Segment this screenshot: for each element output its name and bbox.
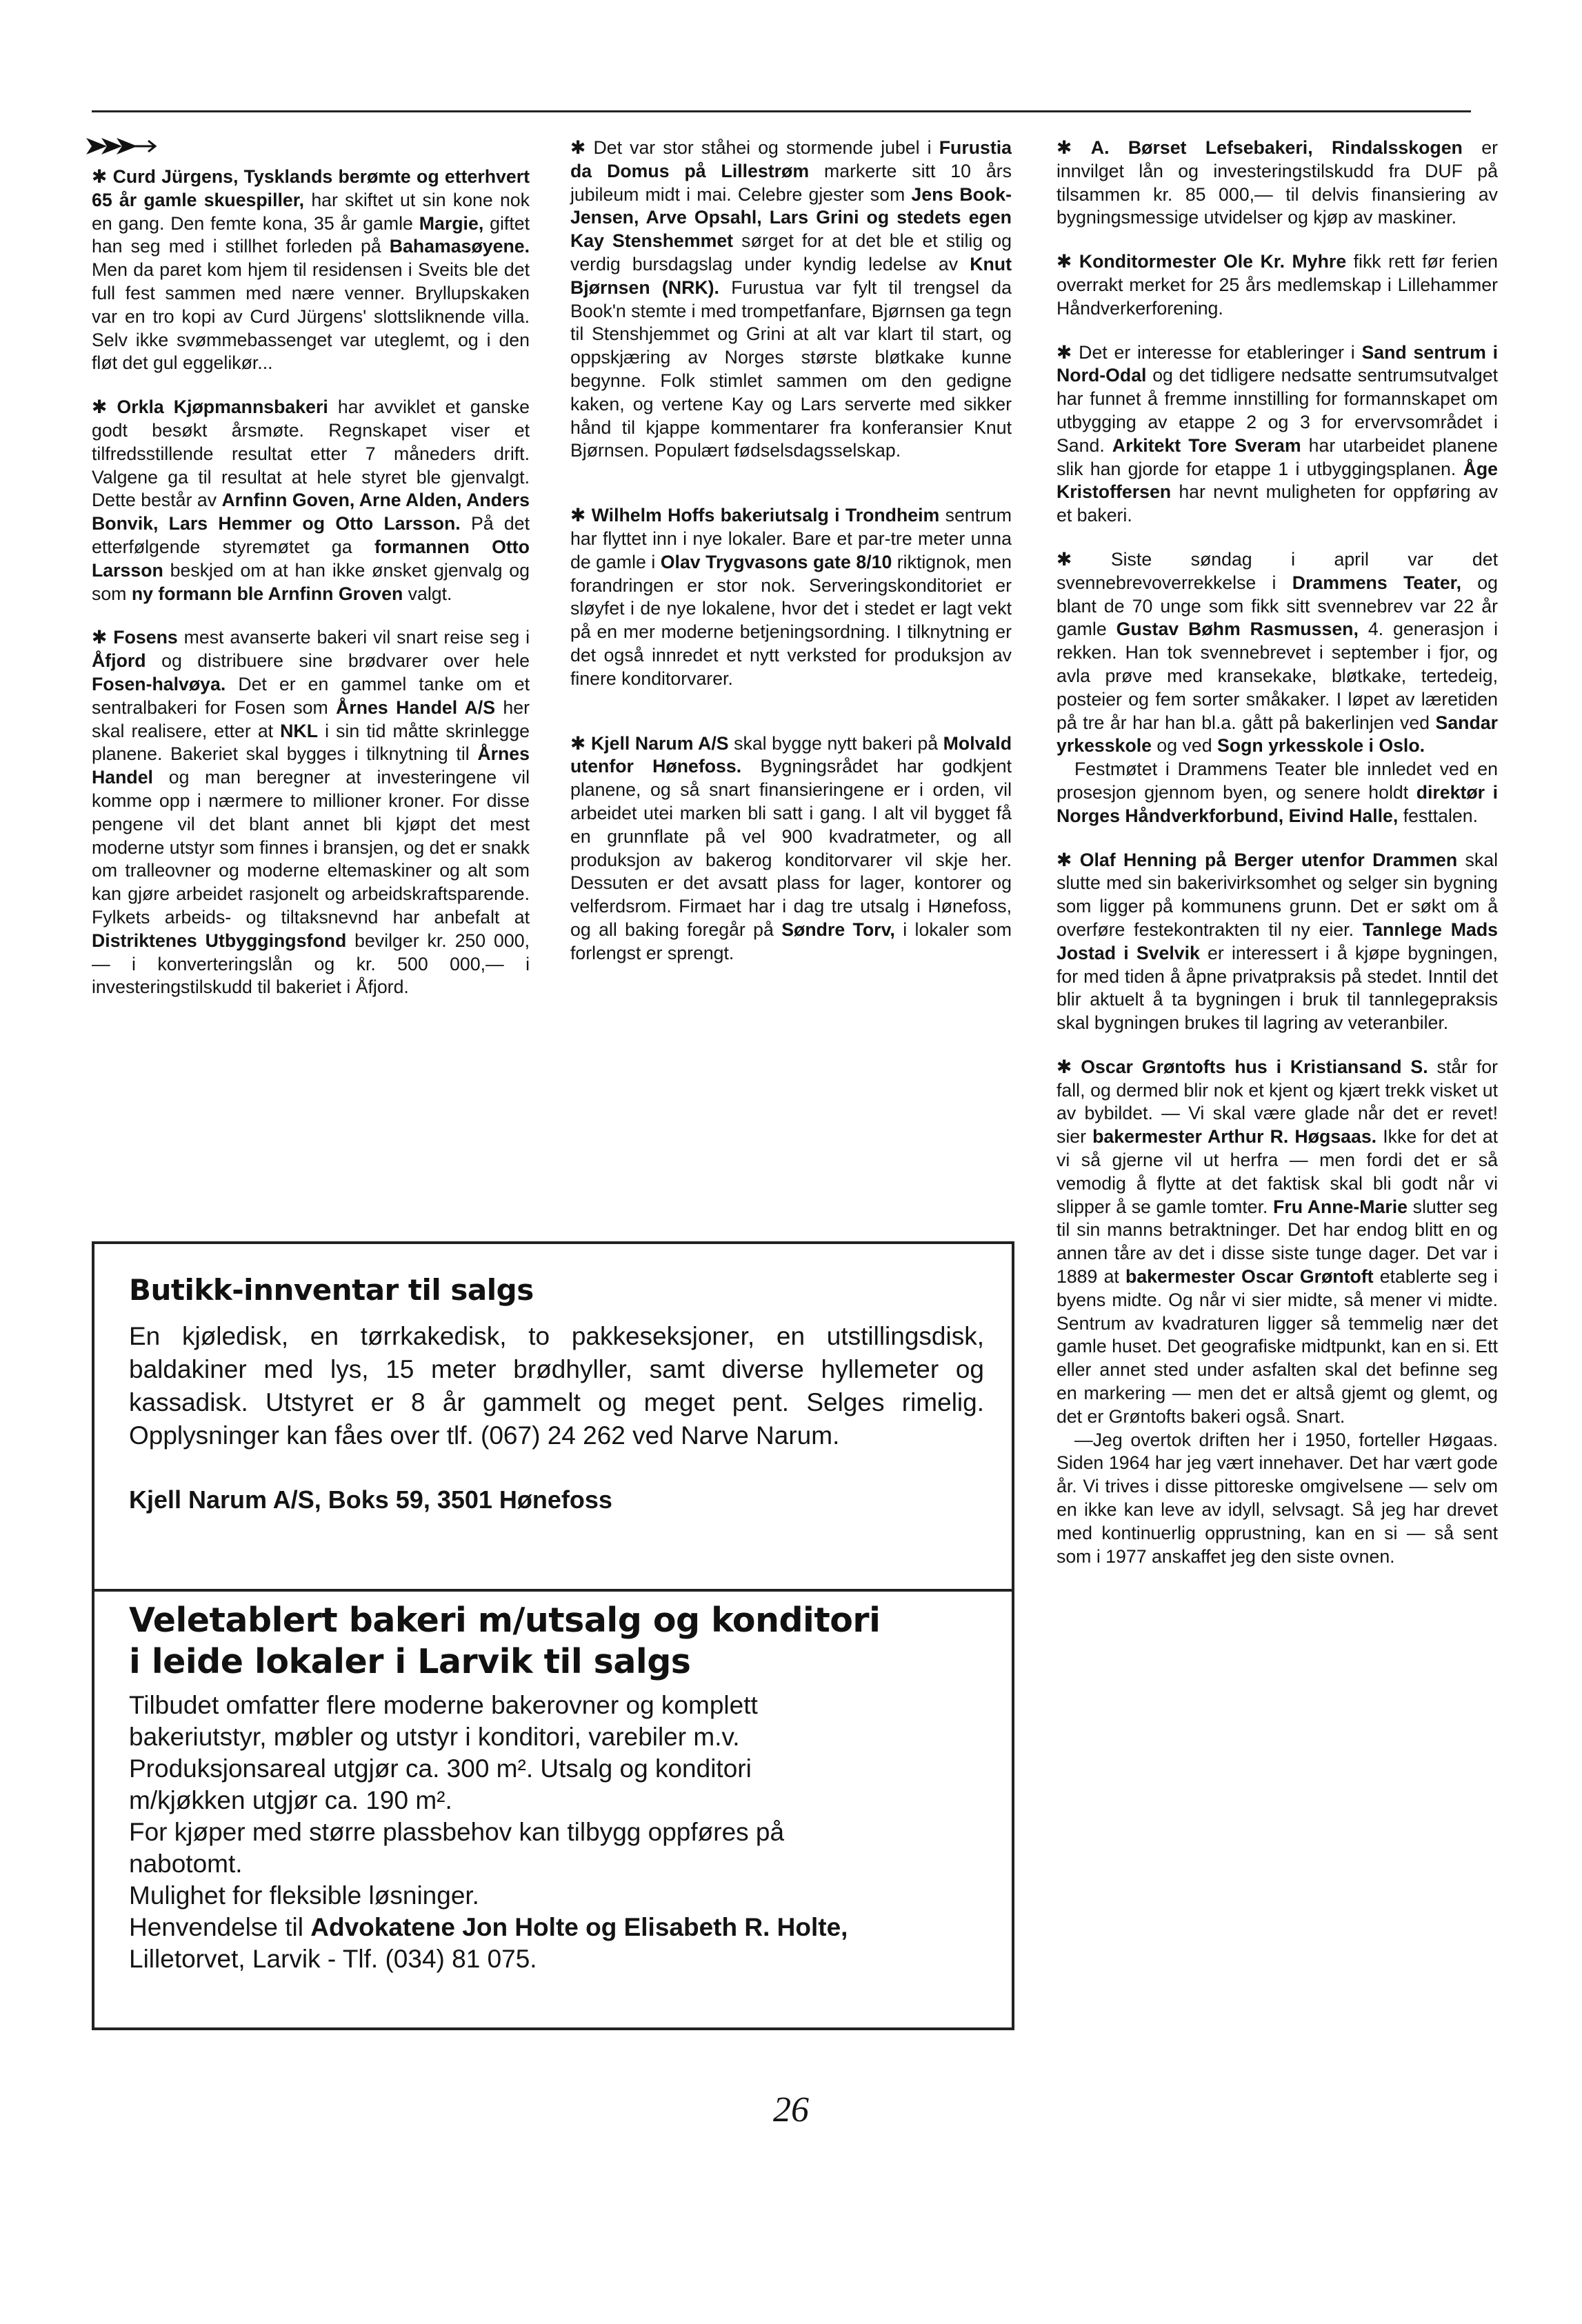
star-bullet-icon: ✱ bbox=[1057, 251, 1072, 272]
text: har nevnt muligheten for oppføring av et bakeri. bbox=[1057, 481, 1498, 526]
page-number: 26 bbox=[773, 2090, 809, 2130]
bold-name: direktør i Norges Håndverkforbund, Eivind Halle, bbox=[1057, 781, 1498, 826]
text: Bygningsrådet har godkjent planene, og så snart finansieringene er i orden, vil arbeidet utei marken bli satt i gang. I alt vil bygget få en grunnflate på vel 900 kvadratmeter, og all produksjon av bakerog konditorvarer vil skje her. Dessuten er det avsatt plass for lager, kontorer og velferdsrom. Firmaet har i dag tre utsalg i Hønefoss, og all baking foregår på bbox=[570, 756, 1012, 940]
news-item-fosen bbox=[92, 626, 530, 999]
headline: Wilhelm Hoffs bakeriutsalg i Trondheim bbox=[591, 505, 940, 526]
text: valgt. bbox=[403, 583, 452, 604]
ad-line: bakeriutstyr, møbler og utstyr i konditori, varebiler m.v. bbox=[129, 1723, 740, 1751]
text: her skal realisere, etter at bbox=[92, 697, 530, 741]
news-item-borset bbox=[1057, 137, 1498, 230]
bold-company: Årnes Handel bbox=[92, 743, 530, 788]
ad-line: m/kjøkken utgjør ca. 190 m². bbox=[129, 1786, 452, 1814]
text: Det er interesse for etableringer i bbox=[1072, 341, 1362, 363]
text: —Jeg overtok driften her i 1950, forteller Høgaas. Siden 1964 har jeg vært innehaver. Det har vært gode år. Vi trives i disse pittoreske omgivelsene — selv om en ikke kan leve av idyll, selvsagt. Så jeg har drevet med kontinuerlig opprustning, kan en si — så sent som i 1977 anskaffet jeg den siste ovnen. bbox=[1057, 1429, 1498, 1567]
headline: Oscar Grøntofts hus i Kristiansand S. bbox=[1081, 1056, 1428, 1077]
text: sentrum har flyttet inn i nye lokaler. Bare et par-tre meter unna de gamle i bbox=[570, 505, 1012, 572]
star-bullet-icon: ✱ bbox=[1057, 1056, 1072, 1077]
ad-title-line: i leide lokaler i Larvik til salgs bbox=[129, 1642, 691, 1681]
bold-name: Gustav Bøhm Rasmussen, bbox=[1116, 619, 1359, 640]
bold-place: Søndre Torv, bbox=[781, 919, 895, 940]
text: sørget for at det ble et stilig og verdig bursdagslag under kyndig ledelse av bbox=[570, 230, 1012, 274]
news-item-furustua bbox=[570, 137, 1012, 463]
ad-line: Mulighet for fleksible løsninger. bbox=[129, 1881, 479, 1910]
ad-title bbox=[129, 1600, 984, 1683]
star-bullet-icon: ✱ bbox=[1057, 137, 1072, 158]
star-bullet-icon: ✱ bbox=[92, 397, 108, 418]
text: slutter seg til sin manns betraktninger. Det har endog blitt en og annen tåre av det i disse siste tunge dager. Det var i 1889 at bbox=[1057, 1196, 1498, 1288]
ad-title-line: Veletablert bakeri m/utsalg og konditori bbox=[129, 1601, 881, 1640]
bold-name: bakermester Oscar Grøntoft bbox=[1125, 1266, 1374, 1288]
text: etablerte seg i byens midte. Og når vi sier midte, så mener vi midte. Sentrum av kvadraturen ligger så temmelig nær det gamle huset. Det geografiske midtpunkt, kan en si. Ett eller annet sted under asfalten skal det befinne seg en markering — men det er altså gjemt og glemt, og det er Grøntofts bakeri også. Snart. bbox=[1057, 1266, 1498, 1427]
text: har avviklet et ganske godt besøkt årsmøte. Regnskapet viser et tilfredsstillende resultat etter 7 måneders drift. Valgene ga til resultat at hele styret ble gjenvalgt. Dette består av bbox=[92, 397, 530, 511]
star-bullet-icon: ✱ bbox=[92, 627, 108, 648]
news-item-hogaas-quote bbox=[1057, 1429, 1498, 1569]
column-left bbox=[92, 166, 530, 1020]
star-bullet-icon: ✱ bbox=[570, 732, 586, 754]
bold-company: Årnes Handel A/S bbox=[336, 697, 496, 718]
news-item-svennebrev bbox=[1057, 548, 1498, 758]
text: har utarbeidet planene slik han gjorde for etappe 1 i utbyggingsplanen. bbox=[1057, 434, 1498, 479]
text: 4. generasjon i rekken. Han tok svennebrevet i september i fjor, og avla prøve med kransekake, bløtkake, tertedeig, posteier og fem sorter småkaker. I løpet av læretiden på tre år har han bl.a. gått på bakerlinjen ved bbox=[1057, 619, 1498, 733]
text: i lokaler som forlengst er sprengt. bbox=[570, 919, 1012, 963]
bold-name: Margie, bbox=[419, 212, 484, 234]
star-bullet-icon: ✱ bbox=[1057, 849, 1072, 870]
bold-address: Olav Trygvasons gate 8/10 bbox=[660, 551, 892, 572]
text: Men da paret kom hjem til residensen i Sveits ble det full fest sammen med nære venner. Bryllupskaken var en tro kopi av Curd Jürgens' slottsliknende villa. Selv ikke svømmebassenget var uteglemt, og i den fløt det gul eggelikør... bbox=[92, 259, 530, 374]
bold-place: Drammens Teater, bbox=[1292, 572, 1462, 593]
bold-name: Åge Kristoffersen bbox=[1057, 458, 1498, 503]
text: bevilger kr. 250 000,— i konverteringslån og kr. 500 000,— i investeringstilskudd til bakeriet i Åfjord. bbox=[92, 930, 530, 998]
star-bullet-icon: ✱ bbox=[92, 166, 108, 187]
text: Ikke for det at vi så gjerne vil ut herfra — men fordi det er så vemodig å flytte at det faktisk skal bli godt når vi slipper å se gamle tomter. bbox=[1057, 1126, 1499, 1217]
bold-name: ny formann ble Arnfinn Groven bbox=[131, 583, 403, 604]
ad-line: Lilletorvet, Larvik - Tlf. (034) 81 075. bbox=[129, 1945, 537, 1973]
text: skal slutte med sin bakerivirksomhet og selger sin bygning som ligger på kommunens grunn. Det er søkt om å overføre festekontrakten til ny eier. bbox=[1057, 849, 1499, 940]
news-item-festmote bbox=[1057, 758, 1498, 828]
text: Furustua var fylt til trengsel da Book'n stemte i med trompetfanfare, Bjørnsen ga tegn til Stenshjemmet og Grini at alt var klart til start, og oppskjæring av Norges største bløtkake kunne begynne. Folk stimlet sammen om den gedigne kaken, og vertene Kay og Lars serverte med sikker hånd til kjappe kommentarer fra konferansier Knut Bjørnsen. Populært fødselsdagsselskap. bbox=[570, 277, 1012, 461]
headline: Kjell Narum A/S bbox=[590, 732, 729, 754]
text: og ved bbox=[1152, 735, 1217, 757]
text: mest avanserte bakeri vil snart reise seg i bbox=[177, 627, 530, 648]
bold-name: Tannlege Mads Jostad i Svelvik bbox=[1057, 919, 1498, 963]
bold-company: NKL bbox=[280, 720, 319, 741]
star-bullet-icon: ✱ bbox=[570, 505, 586, 526]
text: Det var stor ståhei og stormende jubel i bbox=[585, 137, 939, 158]
text: Siste søndag i april var det svennebrevoverrekkelse i bbox=[1057, 548, 1498, 593]
bold-place: Åfjord bbox=[92, 650, 146, 672]
section-arrow-icon bbox=[86, 132, 162, 160]
news-item-orkla bbox=[92, 396, 530, 605]
headline: Olaf Henning på Berger utenfor Drammen bbox=[1079, 849, 1458, 870]
star-bullet-icon: ✱ bbox=[1057, 548, 1072, 570]
bold-school: Sogn yrkesskole i Oslo. bbox=[1216, 735, 1425, 757]
ad-line-part: Henvendelse til bbox=[129, 1913, 311, 1941]
text: beskjed om at han ikke ønsket gjenvalg og som bbox=[92, 559, 530, 604]
top-rule bbox=[92, 110, 1471, 112]
bold-place: Fosen-halvøya. bbox=[92, 673, 226, 694]
bold-name: Fru Anne-Marie bbox=[1273, 1196, 1408, 1217]
bold-school: Sandar yrkesskole bbox=[1057, 712, 1498, 757]
ad-body bbox=[129, 1690, 984, 1975]
ad-line-part: Produksjonsareal utgjør ca. 300 m². bbox=[129, 1754, 534, 1783]
news-item-sand-sentrum bbox=[1057, 341, 1498, 528]
text: har skiftet ut sin kone nok en gang. Den femte kona, 35 år gamle bbox=[92, 189, 530, 234]
ad-line: For kjøper med større plassbehov kan tilbygg oppføres på bbox=[129, 1818, 785, 1846]
text: giftet han seg med i stillhet forleden på bbox=[92, 212, 530, 257]
text: skal bygge nytt bakeri på bbox=[728, 732, 943, 754]
bold-name: bakermester Arthur R. Høgsaas. bbox=[1092, 1126, 1377, 1148]
text: fikk rett før ferien overrakt merket for 25 års medlemskap i Lillehammer Håndverkerforening. bbox=[1057, 251, 1498, 319]
text: og det tidligere nedsatte sentrumsutvalget har funnet å fremme innstilling for formannskapet om utbygging av etappe 2 og 3 for ervervsområdet i Sand. bbox=[1057, 365, 1498, 456]
text: markerte sitt 10 års jubileum midt i mai. Celebre gjester som bbox=[570, 160, 1012, 205]
column-right bbox=[1057, 137, 1498, 1589]
news-item-myhre bbox=[1057, 250, 1498, 320]
ad-line: Tilbudet omfatter flere moderne bakerovner og komplett bbox=[129, 1691, 758, 1719]
ad-line-part: Utsalg og konditori bbox=[533, 1754, 752, 1783]
column-middle bbox=[570, 137, 1012, 986]
bold-place: Molvald utenfor Hønefoss. bbox=[570, 732, 1012, 777]
news-item-wilhelm-hoff bbox=[570, 504, 1012, 690]
headline: Konditormester Ole Kr. Myhre bbox=[1079, 251, 1347, 272]
text: står for fall, og dermed blir nok et kjent og kjært trekk visket ut av bybildet. — Vi skal være glade når det er revet! sier bbox=[1057, 1056, 1498, 1148]
text: er interessert i å kjøpe bygningen, for med tiden å åpne privatpraksis på stedet. Inntil det blir aktuelt å ta bygningen i bruk til tannlegepraksis skal bygningen brukes til lagring av veteranbiler. bbox=[1057, 942, 1498, 1034]
text: festtalen. bbox=[1398, 805, 1479, 826]
news-item-curd-jurgens bbox=[92, 166, 530, 375]
bold-name: formannen Otto Larsson bbox=[92, 536, 530, 581]
text: På det etterfølgende styremøtet ga bbox=[92, 513, 530, 557]
text: i sin tid måtte skrinlegge planene. Bakeriet skal bygges i tilknytning til bbox=[92, 720, 530, 765]
text: Det er en gammel tanke om et sentralbakeri for Fosen som bbox=[92, 673, 530, 718]
text: og blant de 70 unge som fikk sitt svennebrev var 22 år gamle bbox=[1057, 572, 1498, 640]
text: og distribuere sine brødvarer over hele bbox=[146, 650, 530, 672]
ad-bakeri-larvik bbox=[92, 1586, 1014, 2030]
ad-body: En kjøledisk, en tørrkakedisk, to pakkeseksjoner, en utstillingsdisk, baldakiner med lys, 15 meter brødhyller, samt diverse hyllemeter og kassadisk. Utstyret er 8 år gammelt og meget pent. Selges rimelig. Opplysninger kan fåes over tlf. (067) 24 262 ved Narve Narum. bbox=[129, 1322, 984, 1450]
star-bullet-icon: ✱ bbox=[1057, 341, 1072, 363]
headline: Curd Jürgens, Tysklands berømte og etterhvert 65 år gamle skuespiller, bbox=[92, 166, 530, 210]
ad-line bbox=[129, 1912, 984, 1943]
ad-title: Butikk-innventar til salgs bbox=[129, 1273, 534, 1307]
text: riktignok, men forandringen er stor nok. Serveringskonditoriet er sløyfet i de nye lokalene, hvor det i stedet er lagt vekt på en mer moderne betjeningsordning. I tilknytning er det også innredet et nytt verksted for produksjon av finere konditorvarer. bbox=[570, 551, 1012, 689]
headline: Fosens bbox=[113, 627, 178, 648]
ad-butikk-innventar bbox=[92, 1241, 1014, 1592]
ad-contact-name: Advokatene Jon Holte og Elisabeth R. Holte, bbox=[310, 1913, 848, 1941]
news-item-olaf-henning bbox=[1057, 849, 1498, 1035]
text: er innvilget lån og investeringstilskudd fra DUF på tilsammen kr. 85 000,— til delvis finansiering av bygningsmessige utvidelser og kjøp av maskiner. bbox=[1057, 137, 1498, 228]
headline: Orkla Kjøpmannsbakeri bbox=[117, 397, 328, 418]
ad-signature: Kjell Narum A/S, Boks 59, 3501 Hønefoss bbox=[129, 1485, 612, 1514]
ad-line bbox=[129, 1753, 984, 1785]
headline: A. Børset Lefsebakeri, Rindalsskogen bbox=[1090, 137, 1463, 158]
bold-name: Arkitekt Tore Sveram bbox=[1112, 434, 1301, 456]
bold-fund: Distriktenes Utbyggingsfond bbox=[92, 930, 347, 951]
bold-place: Sand sentrum i Nord-Odal bbox=[1057, 341, 1498, 386]
bold-names: Arnfinn Goven, Arne Alden, Anders Bonvik, Lars Hemmer og Otto Larsson. bbox=[92, 490, 530, 534]
bold-place: Bahamasøyene. bbox=[389, 236, 530, 257]
star-bullet-icon: ✱ bbox=[570, 137, 586, 158]
news-item-grontoft bbox=[1057, 1056, 1498, 1429]
bold-name: Knut Bjørnsen (NRK). bbox=[570, 253, 1012, 298]
bold-place: Furustia da Domus på Lillestrøm bbox=[570, 137, 1012, 181]
bold-names: Jens Book-Jensen, Arve Opsahl, Lars Grini og stedets egen Kay Stenshemmet bbox=[570, 183, 1012, 252]
ad-line: nabotomt. bbox=[129, 1850, 243, 1878]
text: Festmøtet i Drammens Teater ble innledet ved en prosesjon gjennom byen, og senere holdt bbox=[1057, 759, 1498, 803]
text: og man beregner at investeringene vil komme opp i nærmere to millioner kroner. For disse pengene vil det blant annet bli kjøpt det mest moderne utstyr som finnes i bransjen, og det er snakk om tralleovner og moderne eltemaskiner og alt som kan gjøre arbeidet rasjonelt og arbeidskraftsparende. Fylkets arbeids- og tiltaksnevnd har anbefalt at bbox=[92, 767, 530, 928]
news-item-kjell-narum bbox=[570, 732, 1012, 965]
